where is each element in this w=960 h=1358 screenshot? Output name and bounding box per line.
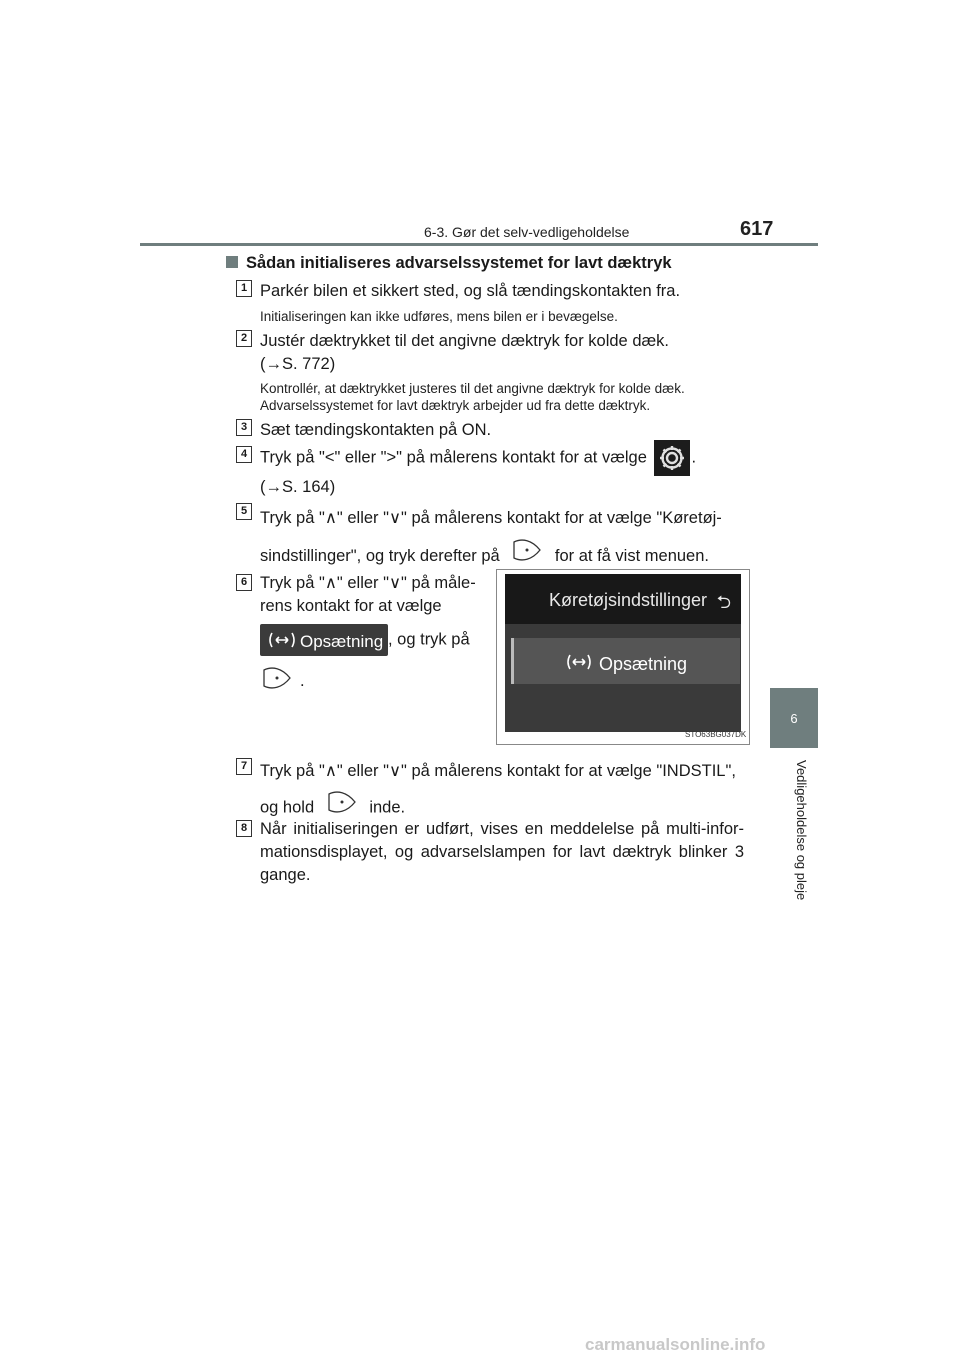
page-number: 617 [740, 218, 774, 240]
step-number: 1 [236, 280, 252, 297]
step-number: 5 [236, 503, 252, 520]
display-illustration [496, 569, 750, 745]
step-text: Justér dæktrykket til det angivne dæktryk for kolde dæk. (→S. 772) [260, 332, 670, 373]
screen-item-label: Opsætning [599, 654, 688, 674]
chapter-label: Vedligeholdelse og pleje [794, 760, 809, 901]
back-arrow-icon: ⮌ [716, 592, 731, 612]
step-text: Tryk på "∧" eller "∨" på målerens kontakt for at vælge "Køretøj- sindstillinger", og tryk derefter på for at få vist menuen. [260, 500, 744, 577]
header-rule [140, 243, 818, 246]
step-text: Parkér bilen et sikkert sted, og slå tændingskontakten fra. [260, 282, 681, 300]
step-text: Tryk på "<" eller ">" på målerens kontakt for at vælge . (→S. 164) [260, 440, 744, 499]
step-number: 8 [236, 820, 252, 837]
square-bullet-icon [226, 256, 238, 268]
multi-info-display [505, 574, 741, 732]
tire-pressure-icon [563, 648, 595, 676]
step-text: Når initialiseringen er udført, vises en meddelelse på multi-infor-mationsdisplayet, og advarselslampen for lavt dæktryk blinker 3 gange. [260, 820, 744, 884]
step-note: Kontrollér, at dæktrykket justeres til det angivne dæktryk for kolde dæk. Advarselssystemet for lavt dæktryk arbejder ud fra dette dæktryk. [260, 381, 685, 413]
settings-gear-icon [654, 440, 690, 476]
setup-chip: Opsætning [260, 624, 388, 656]
step-text: Tryk på "∧" eller "∨" på måle- rens kontakt for at vælge Opsætning , og tryk på . [260, 572, 478, 699]
screen-title: Køretøjsindstillinger [549, 590, 708, 610]
section-title: Sådan initialiseres advarselssystemet for lavt dæktryk [226, 254, 672, 273]
ok-button-icon [260, 664, 294, 699]
step-number: 2 [236, 330, 252, 347]
step-text: Tryk på "∧" eller "∨" på målerens kontakt for at vælge "INDSTIL", og hold inde. [260, 754, 744, 828]
image-code: STO63BG037DK [685, 730, 747, 739]
step-number: 7 [236, 758, 252, 775]
step-number: 3 [236, 419, 252, 436]
step-number: 4 [236, 446, 252, 463]
step-text: Sæt tændingskontakten på ON. [260, 421, 492, 439]
watermark: carmanualsonline.info [585, 1335, 766, 1354]
header-section-title: 6-3. Gør det selv-vedligeholdelse [424, 224, 630, 240]
step-number: 6 [236, 574, 252, 591]
chapter-tab: 6 [770, 688, 818, 748]
step-note: Initialiseringen kan ikke udføres, mens bilen er i bevægelse. [260, 309, 618, 324]
